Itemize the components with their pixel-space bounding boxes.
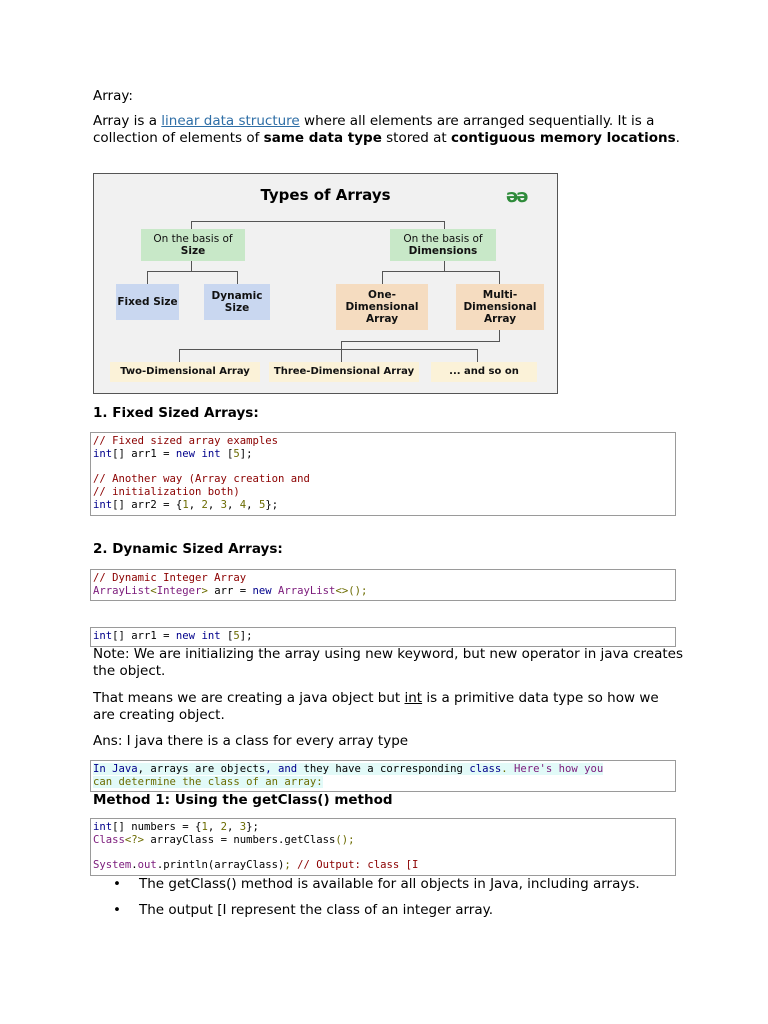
one-dimensional-node: One-Dimensional Array: [336, 284, 428, 330]
diagram-title: Types of Arrays: [260, 186, 391, 204]
code-block-fixed: // Fixed sized array examples int[] arr1 = new int [5]; // Another way (Array creation and // initialization both) int[] arr2 = {1, 2, 3, 4, 5};: [90, 432, 676, 516]
types-of-arrays-diagram: [93, 173, 558, 394]
and-so-on-node: ... and so on: [431, 362, 537, 382]
linear-data-structure-link[interactable]: linear data structure: [161, 113, 300, 129]
ans-paragraph: Ans: I java there is a class for every array type: [93, 733, 409, 749]
dynamic-size-node: Dynamic Size: [204, 284, 270, 320]
dimensions-node: On the basis of Dimensions: [390, 229, 496, 261]
list-item: • The output [I represent the class of an integer array.: [93, 902, 640, 928]
code-block-java-arrays: In Java, arrays are objects, and they have a corresponding class. Here's how you can determine the class of an array:: [90, 760, 676, 792]
fixed-size-node: Fixed Size: [116, 284, 179, 320]
gfg-logo-icon: ǝǝ: [506, 186, 527, 207]
intro-heading: Array:: [93, 88, 133, 104]
intro-paragraph: Array is a linear data structure where all elements are arranged sequentially. It is a collection of elements of same data type stored at contiguous memory locations.: [93, 113, 680, 146]
note-paragraph: Note: We are initializing the array using new keyword, but new operator in java creates the object.: [93, 646, 684, 679]
dynamic-sized-heading: 2. Dynamic Sized Arrays:: [93, 541, 283, 557]
fixed-sized-heading: 1. Fixed Sized Arrays:: [93, 405, 259, 421]
multi-dimensional-node: Multi-Dimensional Array: [456, 284, 544, 330]
code-block-getclass: int[] numbers = {1, 2, 3}; Class<?> arrayClass = numbers.getClass(); System.out.println(arrayClass); // Output: class [I: [90, 818, 676, 876]
size-node: On the basis of Size: [141, 229, 245, 261]
bullet-list: [93, 876, 640, 928]
code-block-new: int[] arr1 = new int [5];: [90, 627, 676, 647]
means-paragraph: That means we are creating a java object but int is a primitive data type so how we are creating object.: [93, 690, 659, 723]
code-block-dynamic: // Dynamic Integer Array ArrayList<Integer> arr = new ArrayList<>();: [90, 569, 676, 601]
list-item: • The getClass() method is available for all objects in Java, including arrays.: [93, 876, 640, 902]
method1-heading: Method 1: Using the getClass() method: [93, 792, 393, 808]
three-dimensional-node: Three-Dimensional Array: [269, 362, 419, 382]
two-dimensional-node: Two-Dimensional Array: [110, 362, 260, 382]
